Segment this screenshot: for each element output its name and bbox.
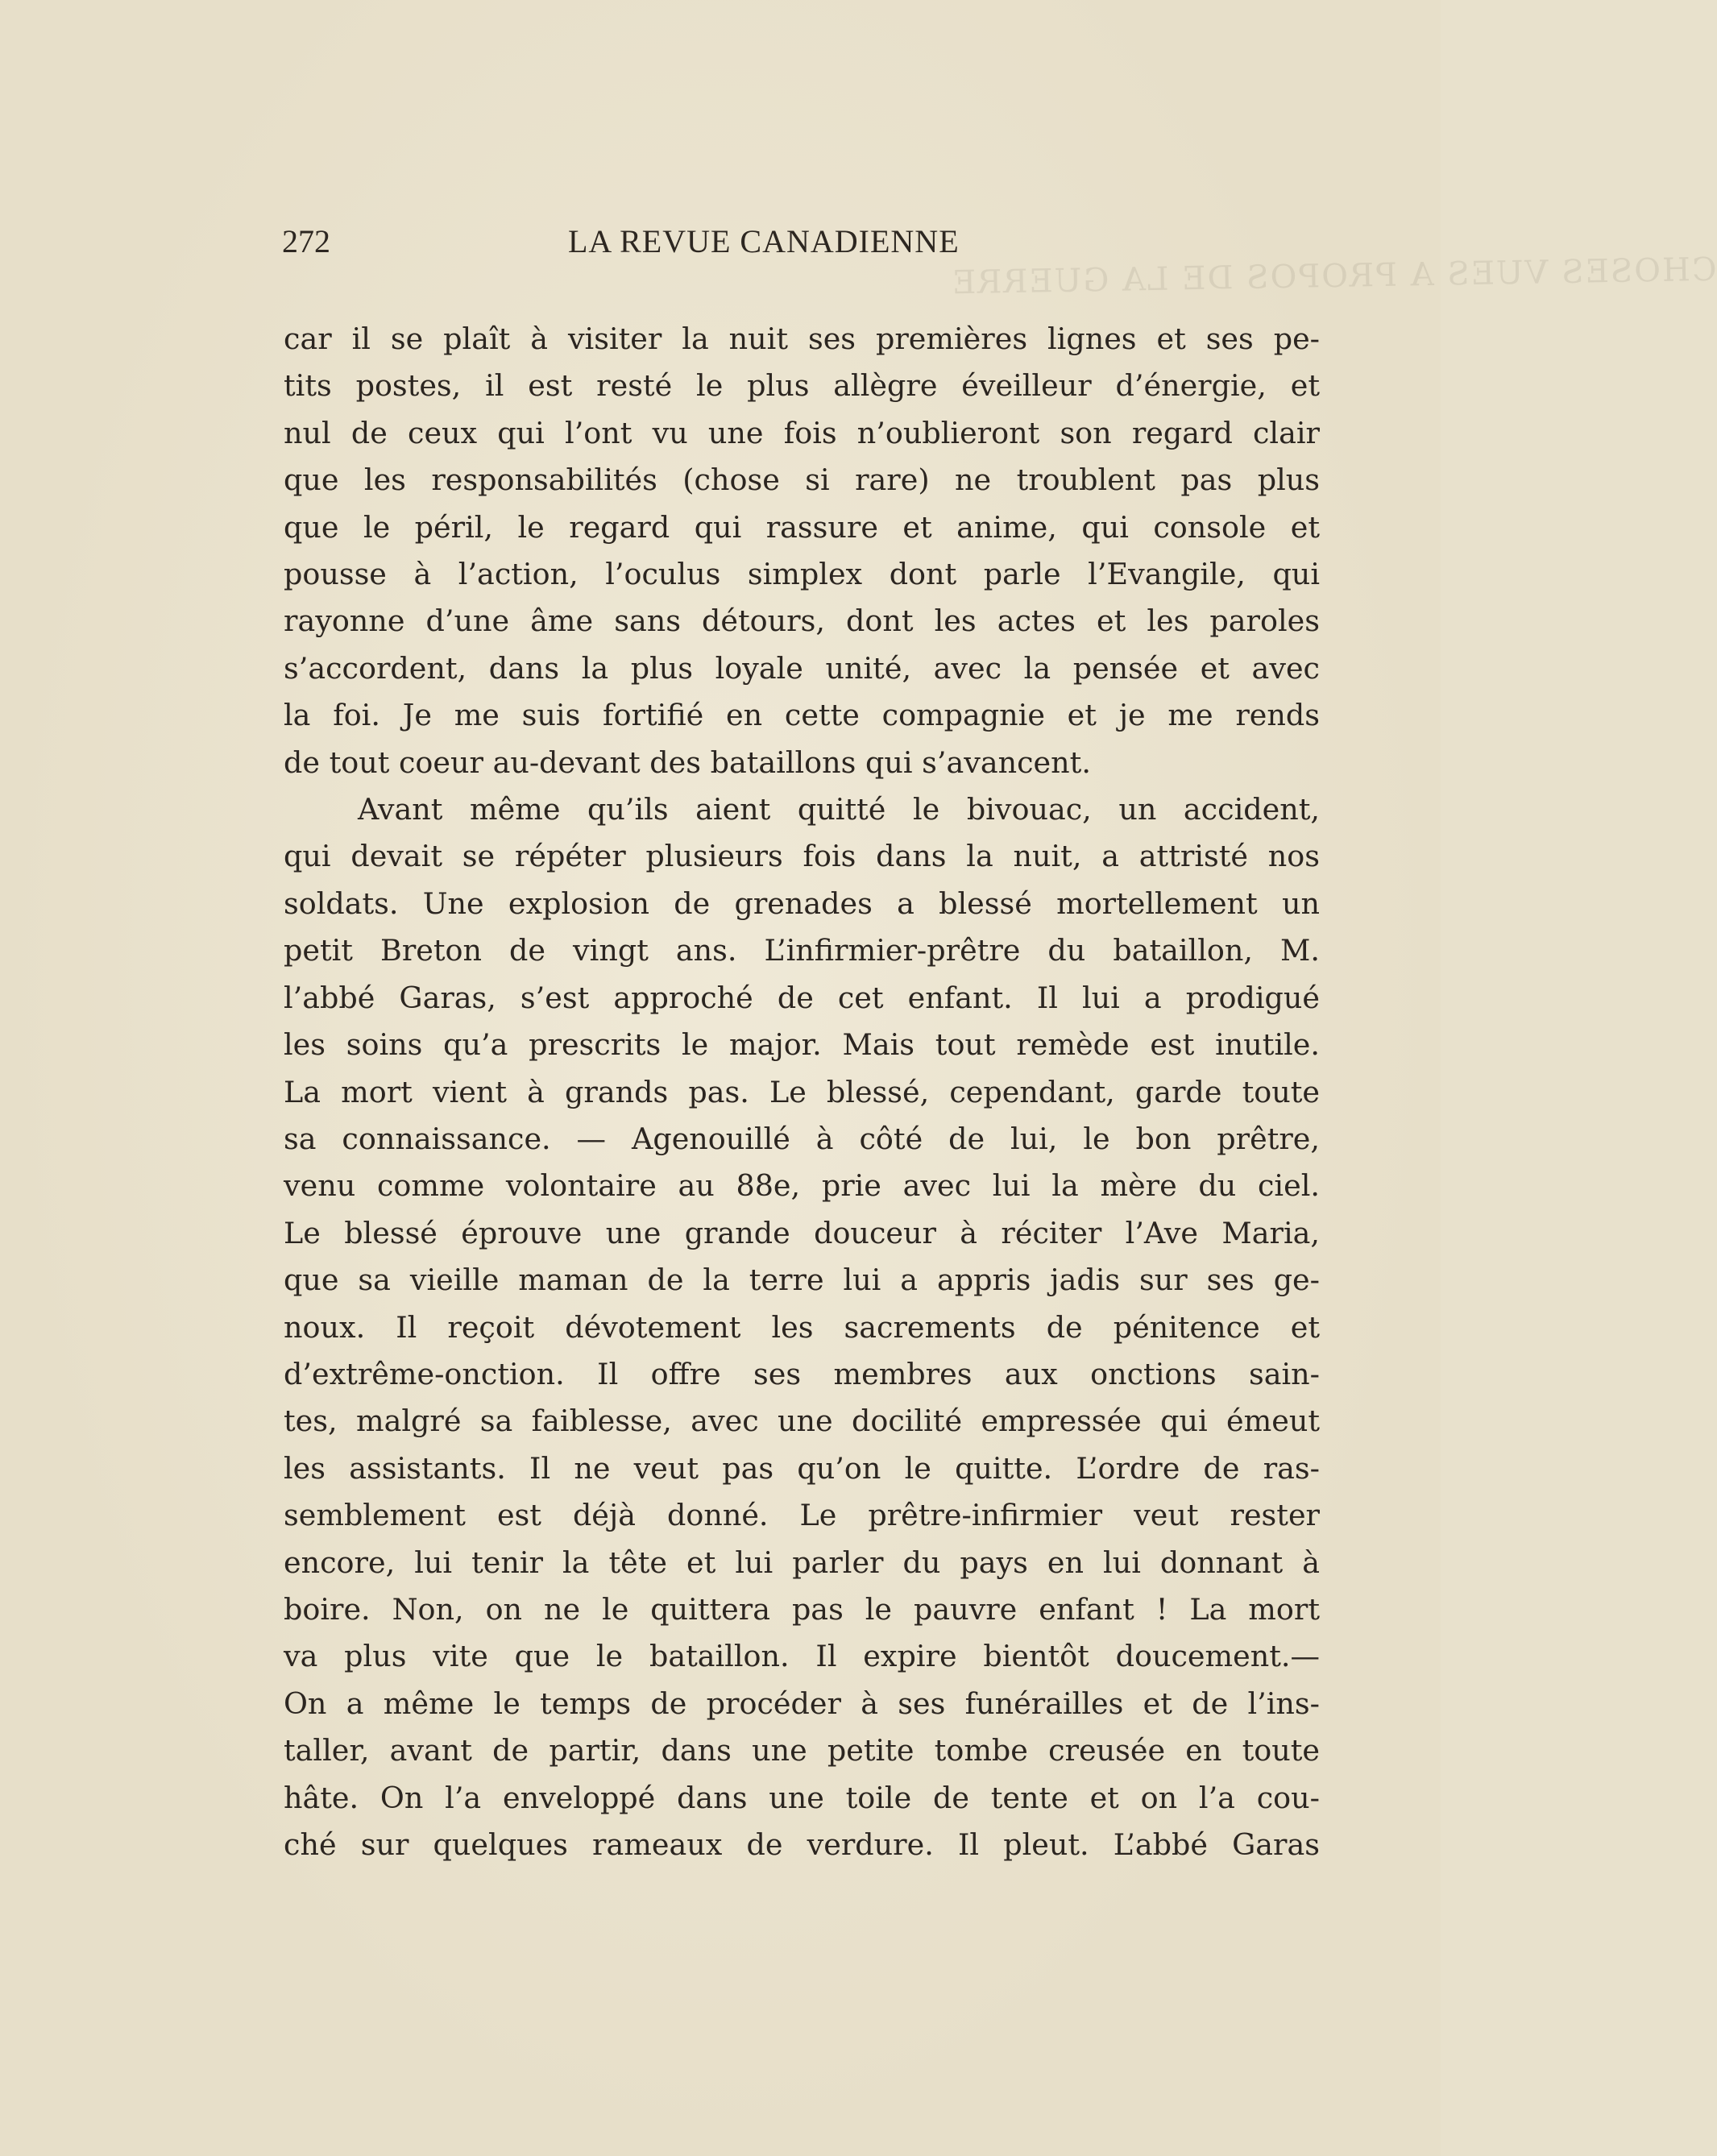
text-line: de tout coeur au-devant des bataillons qui s’avancent. [284,744,1091,780]
text-line: les soins qu’a prescrits le major. Mais tout remède est inutile. [284,1027,1320,1063]
text-line: rayonne d’une âme sans détours, dont les actes et les paroles [284,603,1320,639]
text-line: tes, malgré sa faiblesse, avec une docilité empressée qui émeut [284,1403,1320,1439]
text-line: que le péril, le regard qui rassure et anime, qui console et [284,509,1320,545]
paragraph-2 [284,786,1320,1868]
text-line: l’abbé Garas, s’est approché de cet enfant. Il lui a prodigué [284,980,1320,1015]
text-line: boire. Non, on ne le quittera pas le pauvre enfant ! La mort [284,1591,1320,1627]
text-line: nul de ceux qui l’ont vu une fois n’oublieront son regard clair [284,415,1320,450]
text-line: venu comme volontaire au 88e, prie avec lui la mère du ciel. [284,1168,1320,1204]
text-line: pousse à l’action, l’oculus simplex dont parle l’Evangile, qui [284,557,1320,592]
text-line: La mort vient à grands pas. Le blessé, cependant, garde toute [284,1074,1320,1109]
text-line: hâte. On l’a enveloppé dans une toile de tente et on l’a cou- [284,1780,1320,1815]
text-line: Le blessé éprouve une grande douceur à réciter l’Ave Maria, [284,1215,1320,1250]
text-line: ché sur quelques rameaux de verdure. Il pleut. L’abbé Garas [284,1827,1320,1862]
text-line: va plus vite que le bataillon. Il expire bientôt doucement.— [284,1639,1320,1674]
text-line: que sa vieille maman de la terre lui a appris jadis sur ses ge- [284,1263,1320,1298]
body-text [284,316,1320,1868]
page-number: 272 [282,223,330,259]
text-line: sa connaissance. — Agenouillé à côté de lui, le bon prêtre, [284,1121,1320,1156]
text-line: d’extrême-onction. Il offre ses membres aux onctions sain- [284,1356,1320,1391]
text-line: tits postes, il est resté le plus allègre éveilleur d’énergie, et [284,368,1320,404]
text-line: car il se plaît à visiter la nuit ses premières lignes et ses pe- [284,321,1320,356]
text-line: qui devait se répéter plusieurs fois dans la nuit, a attristé nos [284,839,1320,874]
text-line: Avant même qu’ils aient quitté le bivouac, un accident, [358,792,1320,827]
show-through-bleed: CHOSES VUES A PROPOS DE LA GUERRE [950,251,1717,302]
text-line: petit Breton de vingt ans. L’infirmier-prêtre du bataillon, M. [284,933,1320,968]
text-line: semblement est déjà donné. Le prêtre-infirmier veut rester [284,1498,1320,1533]
text-line: soldats. Une explosion de grenades a blessé mortellement un [284,885,1320,921]
text-line: taller, avant de partir, dans une petite tombe creusée en toute [284,1733,1320,1768]
text-line: les assistants. Il ne veut pas qu’on le quitte. L’ordre de ras- [284,1450,1320,1486]
text-line: encore, lui tenir la tête et lui parler du pays en lui donnant à [284,1544,1320,1580]
text-line: que les responsabilités (chose si rare) ne troublent pas plus [284,462,1320,498]
text-line: noux. Il reçoit dévotement les sacrements de pénitence et [284,1309,1320,1345]
text-line: s’accordent, dans la plus loyale unité, avec la pensée et avec [284,650,1320,686]
running-title: LA REVUE CANADIENNE [568,223,960,259]
text-line: la foi. Je me suis fortifié en cette compagnie et je me rends [284,698,1320,733]
page-header [282,222,1031,263]
text-line: On a même le temps de procéder à ses funérailles et de l’ins- [284,1685,1320,1721]
paragraph-1 [284,316,1320,786]
